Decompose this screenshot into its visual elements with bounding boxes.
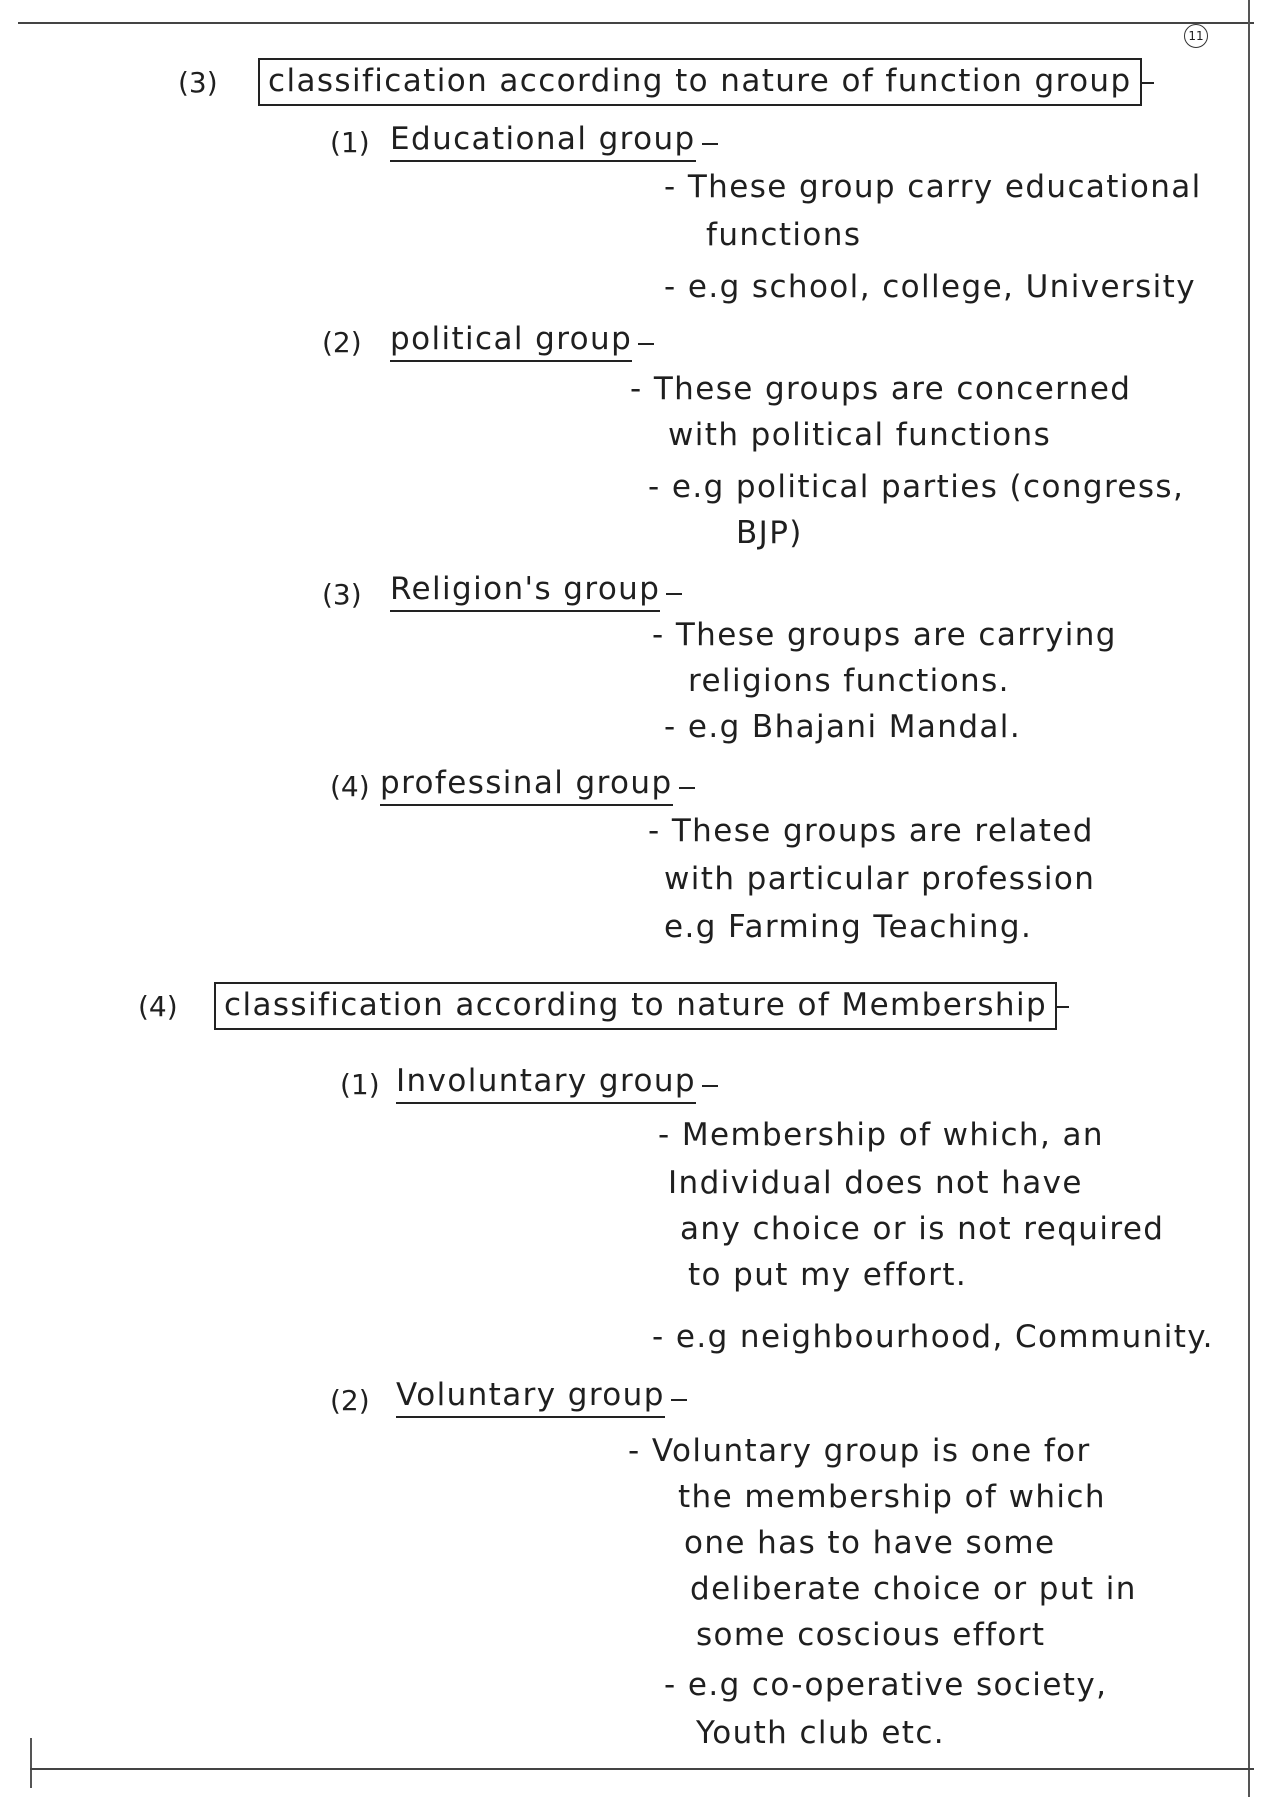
item-line: - e.g Bhajani Mandal. — [664, 710, 1021, 746]
item-number: (2) — [330, 1384, 370, 1417]
item-line: functions — [706, 217, 862, 253]
item-line: with particular profession — [664, 861, 1096, 897]
item-line: religions functions. — [688, 663, 1010, 699]
item-number: (2) — [322, 326, 362, 359]
item-line: to put my effort. — [688, 1257, 968, 1293]
item-title: Educational group — [390, 122, 696, 162]
item-line: one has to have some — [684, 1525, 1056, 1561]
item-number: (4) — [330, 770, 370, 803]
left-margin-line — [30, 1738, 32, 1788]
item-title: Religion's group — [390, 572, 660, 612]
item-line: with political functions — [668, 417, 1052, 453]
item-line: - e.g neighbourhood, Community. — [652, 1320, 1214, 1356]
item-line: some coscious effort — [696, 1617, 1046, 1653]
item-line: - Voluntary group is one for — [628, 1434, 1091, 1470]
top-rule — [18, 22, 1254, 24]
item-line: - These groups are related — [648, 814, 1094, 850]
page-number-mark: 11 — [1184, 24, 1208, 48]
item-line: deliberate choice or put in — [690, 1571, 1137, 1607]
item-number: (1) — [340, 1068, 380, 1101]
item-line: - e.g school, college, University — [664, 270, 1196, 306]
section-number: (4) — [138, 990, 178, 1023]
item-line: the membership of which — [678, 1479, 1106, 1515]
item-line: - e.g co-operative society, — [664, 1668, 1107, 1704]
item-title: professinal group — [380, 766, 673, 806]
right-margin-line — [1248, 0, 1250, 1797]
section-number: (3) — [178, 66, 218, 99]
item-line: any choice or is not required — [680, 1211, 1165, 1247]
item-title: Voluntary group — [396, 1378, 665, 1418]
item-line: - These groups are concerned — [630, 372, 1131, 408]
item-line: Youth club etc. — [696, 1715, 946, 1751]
item-line: - Membership of which, an — [658, 1118, 1104, 1154]
bottom-rule — [30, 1768, 1254, 1770]
item-line: e.g Farming Teaching. — [664, 909, 1033, 945]
item-number: (3) — [322, 578, 362, 611]
item-title: Involuntary group — [396, 1064, 696, 1104]
section-heading: classification according to nature of Membership — [214, 982, 1057, 1030]
item-number: (1) — [330, 126, 370, 159]
item-title: political group — [390, 322, 632, 362]
item-line: Individual does not have — [668, 1165, 1083, 1201]
item-line: - These group carry educational — [664, 170, 1202, 206]
item-line: - These groups are carrying — [652, 618, 1117, 654]
section-heading: classification according to nature of function group — [258, 58, 1142, 106]
item-line: - e.g political parties (congress, — [648, 470, 1184, 506]
item-line: BJP) — [736, 515, 803, 551]
